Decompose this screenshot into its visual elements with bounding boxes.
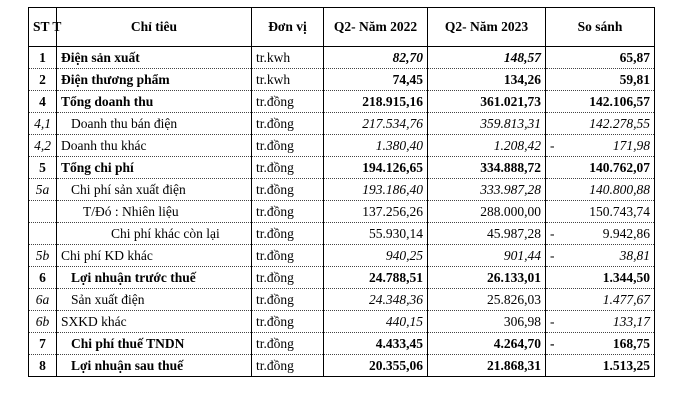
row-unit: tr.đồng [252,355,324,377]
row-item: Chi phí sản xuất điện [57,179,252,201]
row-item: Doanh thu bán điện [57,113,252,135]
row-compare [546,333,655,355]
row-item: Doanh thu khác [57,135,252,157]
row-value-2022: 55.930,14 [324,223,428,245]
row-value-2022: 440,15 [324,311,428,333]
row-unit: tr.đồng [252,201,324,223]
row-compare [546,245,655,267]
row-value-2023: 21.868,31 [428,355,546,377]
row-value-2023: 306,98 [428,311,546,333]
row-compare-value: 38,81 [619,248,650,263]
row-value-2023: 134,26 [428,69,546,91]
row-compare [546,69,655,91]
row-compare [546,179,655,201]
row-unit: tr.đồng [252,157,324,179]
row-stt: 5 [29,157,57,179]
row-stt: 6a [29,289,57,311]
row-item: Lợi nhuận trước thuế [57,267,252,289]
row-negative-sign: - [550,336,555,351]
row-unit: tr.đồng [252,91,324,113]
row-compare [546,355,655,377]
row-item: Tổng doanh thu [57,91,252,113]
row-compare [546,267,655,289]
table-row [29,245,655,267]
row-value-2023: 288.000,00 [428,201,546,223]
row-value-2023: 25.826,03 [428,289,546,311]
row-value-2022: 24.348,36 [324,289,428,311]
row-stt: 6b [29,311,57,333]
row-stt: 2 [29,69,57,91]
row-stt: 5a [29,179,57,201]
row-compare [546,91,655,113]
row-unit: tr.đồng [252,267,324,289]
row-compare [546,311,655,333]
row-compare [546,47,655,69]
table-row [29,333,655,355]
row-compare-value: 9.942,86 [602,226,650,241]
row-item: Sản xuất điện [57,289,252,311]
row-value-2022: 218.915,16 [324,91,428,113]
row-compare [546,223,655,245]
table-row [29,223,655,245]
row-value-2023: 361.021,73 [428,91,546,113]
table-row [29,311,655,333]
row-unit: tr.đồng [252,179,324,201]
header-item: Chỉ tiêu [57,8,252,47]
row-compare-value: 1.477,67 [602,292,650,307]
row-item: Chi phí KD khác [57,245,252,267]
row-compare-value: 140.800,88 [589,182,650,197]
row-stt: 1 [29,47,57,69]
row-compare [546,157,655,179]
row-value-2022: 20.355,06 [324,355,428,377]
table-row [29,91,655,113]
row-compare-value: 150.743,74 [589,204,650,219]
row-item: Tổng chi phí [57,157,252,179]
row-value-2022: 1.380,40 [324,135,428,157]
header-q2-2023: Q2- Năm 2023 [428,8,546,47]
row-negative-sign: - [550,226,555,241]
table-row [29,289,655,311]
row-item: Chi phí khác còn lại [57,223,252,245]
row-value-2023: 148,57 [428,47,546,69]
header-compare: So sánh [546,8,655,47]
row-compare [546,201,655,223]
table-row [29,201,655,223]
row-value-2022: 217.534,76 [324,113,428,135]
row-compare-value: 168,75 [612,336,650,351]
row-stt [29,223,57,245]
row-value-2023: 359.813,31 [428,113,546,135]
row-stt: 4,2 [29,135,57,157]
row-value-2023: 1.208,42 [428,135,546,157]
row-compare [546,113,655,135]
table-row [29,47,655,69]
row-value-2023: 901,44 [428,245,546,267]
row-compare-value: 65,87 [619,50,650,65]
table-row [29,113,655,135]
table-row [29,355,655,377]
row-value-2022: 82,70 [324,47,428,69]
row-compare [546,135,655,157]
row-value-2023: 45.987,28 [428,223,546,245]
row-compare-value: 133,17 [612,314,650,329]
row-value-2022: 4.433,45 [324,333,428,355]
row-compare [546,289,655,311]
row-value-2023: 26.133,01 [428,267,546,289]
row-unit: tr.đồng [252,113,324,135]
row-stt: 7 [29,333,57,355]
row-compare-value: 142.106,57 [589,94,650,109]
table-row [29,267,655,289]
row-item: Chi phí thuế TNDN [57,333,252,355]
table-row [29,69,655,91]
header-q2-2022: Q2- Năm 2022 [324,8,428,47]
row-unit: tr.đồng [252,333,324,355]
row-unit: tr.đồng [252,311,324,333]
row-unit: tr.đồng [252,289,324,311]
financial-results-table [28,7,655,377]
row-value-2022: 137.256,26 [324,201,428,223]
row-stt: 6 [29,267,57,289]
row-unit: tr.đồng [252,135,324,157]
row-stt: 8 [29,355,57,377]
table-row [29,179,655,201]
row-compare-value: 1.344,50 [602,270,650,285]
row-negative-sign: - [550,248,555,263]
header-unit: Đơn vị [252,8,324,47]
row-compare-value: 171,98 [612,138,650,153]
header-stt: ST T [29,8,57,47]
row-item: Điện sản xuất [57,47,252,69]
row-compare-value: 140.762,07 [589,160,650,175]
table-header-row [29,8,655,47]
row-compare-value: 142.278,55 [589,116,650,131]
row-stt [29,201,57,223]
row-negative-sign: - [550,314,555,329]
row-item: SXKD khác [57,311,252,333]
row-item: Điện thương phẩm [57,69,252,91]
table-row [29,157,655,179]
row-value-2022: 24.788,51 [324,267,428,289]
row-unit: tr.kwh [252,47,324,69]
row-unit: tr.đồng [252,223,324,245]
row-item: Lợi nhuận sau thuế [57,355,252,377]
row-stt: 4 [29,91,57,113]
row-value-2023: 4.264,70 [428,333,546,355]
row-stt: 5b [29,245,57,267]
row-value-2022: 940,25 [324,245,428,267]
row-value-2022: 193.186,40 [324,179,428,201]
row-negative-sign: - [550,138,555,153]
row-unit: tr.kwh [252,69,324,91]
row-compare-value: 1.513,25 [602,358,650,373]
row-value-2023: 333.987,28 [428,179,546,201]
row-value-2022: 194.126,65 [324,157,428,179]
row-value-2022: 74,45 [324,69,428,91]
row-value-2023: 334.888,72 [428,157,546,179]
row-stt: 4,1 [29,113,57,135]
row-compare-value: 59,81 [619,72,650,87]
table-row [29,135,655,157]
row-unit: tr.đồng [252,245,324,267]
row-item: T/Đó : Nhiên liệu [57,201,252,223]
